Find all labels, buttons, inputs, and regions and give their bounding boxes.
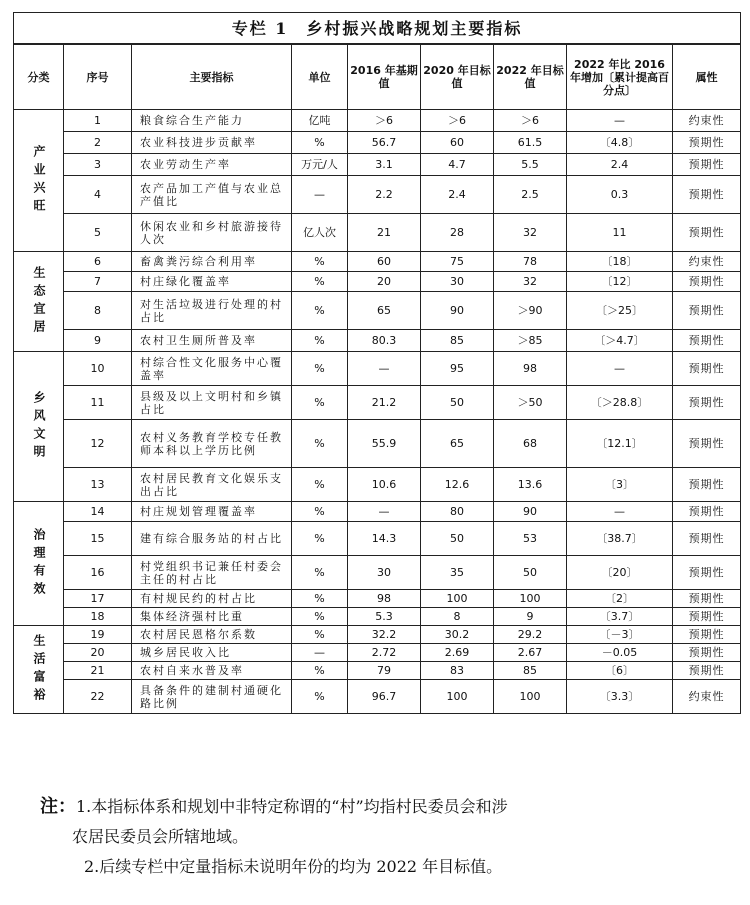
row-2020: 95 (421, 352, 494, 386)
row-no: 1 (64, 110, 132, 132)
category-cell: 生活富裕 (14, 626, 64, 714)
row-no: 14 (64, 502, 132, 522)
header-unit: 单位 (292, 44, 348, 110)
row-2016: 60 (348, 252, 421, 272)
row-no: 20 (64, 644, 132, 662)
row-unit: % (292, 292, 348, 330)
row-unit: % (292, 252, 348, 272)
row-change: 〔＞28.8〕 (567, 386, 673, 420)
row-2022: 2.5 (494, 176, 567, 214)
row-indicator: 农村卫生厕所普及率 (132, 330, 292, 352)
row-2020: 60 (421, 132, 494, 154)
row-2016: 79 (348, 662, 421, 680)
table-row (14, 352, 741, 386)
row-no: 7 (64, 272, 132, 292)
table-row (14, 292, 741, 330)
indicator-table (13, 12, 741, 714)
row-indicator: 农村自来水普及率 (132, 662, 292, 680)
table-row (14, 662, 741, 680)
row-2020: 83 (421, 662, 494, 680)
row-indicator: 粮食综合生产能力 (132, 110, 292, 132)
table-body (14, 110, 741, 714)
table-row (14, 272, 741, 292)
header-row (14, 44, 741, 110)
row-2016: 21 (348, 214, 421, 252)
row-change: — (567, 352, 673, 386)
table-row (14, 214, 741, 252)
row-change: 0.3 (567, 176, 673, 214)
row-change: 11 (567, 214, 673, 252)
row-2016: 98 (348, 590, 421, 608)
row-2020: ＞6 (421, 110, 494, 132)
row-2016: 32.2 (348, 626, 421, 644)
row-2016: 2.2 (348, 176, 421, 214)
row-2016: 10.6 (348, 468, 421, 502)
row-change: －0.05 (567, 644, 673, 662)
row-indicator: 城乡居民收入比 (132, 644, 292, 662)
row-2016: 14.3 (348, 522, 421, 556)
row-2020: 8 (421, 608, 494, 626)
row-change: 〔18〕 (567, 252, 673, 272)
row-change: 〔2〕 (567, 590, 673, 608)
row-no: 16 (64, 556, 132, 590)
row-2016: 5.3 (348, 608, 421, 626)
row-indicator: 具备条件的建制村通硬化路比例 (132, 680, 292, 714)
row-no: 10 (64, 352, 132, 386)
row-change: — (567, 110, 673, 132)
header-2020: 2020 年目标值 (421, 44, 494, 110)
row-2020: 35 (421, 556, 494, 590)
row-2022: ＞50 (494, 386, 567, 420)
row-no: 11 (64, 386, 132, 420)
notes (40, 792, 740, 882)
note-1-continued: 农居民委员会所辖地域。 (72, 827, 249, 846)
table-row (14, 644, 741, 662)
row-unit: % (292, 330, 348, 352)
row-indicator: 畜禽粪污综合利用率 (132, 252, 292, 272)
row-2016: 30 (348, 556, 421, 590)
row-change: 〔6〕 (567, 662, 673, 680)
row-2022: 13.6 (494, 468, 567, 502)
row-no: 19 (64, 626, 132, 644)
row-attr: 预期性 (673, 352, 741, 386)
row-change: 〔38.7〕 (567, 522, 673, 556)
notes-label: 注： (40, 796, 76, 817)
row-indicator: 农业科技进步贡献率 (132, 132, 292, 154)
row-indicator: 对生活垃圾进行处理的村占比 (132, 292, 292, 330)
row-no: 22 (64, 680, 132, 714)
row-2022: 2.67 (494, 644, 567, 662)
row-indicator: 县级及以上文明村和乡镇占比 (132, 386, 292, 420)
row-2022: 78 (494, 252, 567, 272)
row-2016: 80.3 (348, 330, 421, 352)
row-no: 17 (64, 590, 132, 608)
header-no: 序号 (64, 44, 132, 110)
row-2022: 50 (494, 556, 567, 590)
header-attr: 属性 (673, 44, 741, 110)
row-attr: 预期性 (673, 662, 741, 680)
row-attr: 预期性 (673, 608, 741, 626)
row-2016: — (348, 352, 421, 386)
row-2022: 90 (494, 502, 567, 522)
row-2022: 100 (494, 680, 567, 714)
row-2022: 32 (494, 214, 567, 252)
table-row (14, 110, 741, 132)
row-2016: 2.72 (348, 644, 421, 662)
row-change: 〔4.8〕 (567, 132, 673, 154)
table-row (14, 590, 741, 608)
row-2022: ＞6 (494, 110, 567, 132)
row-attr: 预期性 (673, 626, 741, 644)
row-2020: 12.6 (421, 468, 494, 502)
row-attr: 预期性 (673, 214, 741, 252)
row-2016: ＞6 (348, 110, 421, 132)
table-row (14, 680, 741, 714)
row-attr: 预期性 (673, 468, 741, 502)
row-no: 9 (64, 330, 132, 352)
row-2016: 55.9 (348, 420, 421, 468)
row-2022: 53 (494, 522, 567, 556)
row-2022: 68 (494, 420, 567, 468)
row-no: 2 (64, 132, 132, 154)
row-indicator: 建有综合服务站的村占比 (132, 522, 292, 556)
table-row (14, 132, 741, 154)
table-row (14, 626, 741, 644)
row-change: — (567, 502, 673, 522)
row-indicator: 农村居民恩格尔系数 (132, 626, 292, 644)
row-2020: 28 (421, 214, 494, 252)
row-unit: % (292, 132, 348, 154)
row-2022: 9 (494, 608, 567, 626)
row-attr: 约束性 (673, 110, 741, 132)
row-unit: % (292, 502, 348, 522)
row-change: 〔－3〕 (567, 626, 673, 644)
row-unit: % (292, 386, 348, 420)
row-change: 〔＞4.7〕 (567, 330, 673, 352)
row-change: 〔＞25〕 (567, 292, 673, 330)
header-change: 2022 年比 2016 年增加〔累计提高百分点〕 (567, 44, 673, 110)
row-attr: 预期性 (673, 292, 741, 330)
row-2020: 50 (421, 386, 494, 420)
row-attr: 预期性 (673, 502, 741, 522)
row-unit: % (292, 662, 348, 680)
row-2022: 98 (494, 352, 567, 386)
row-attr: 预期性 (673, 330, 741, 352)
row-indicator: 村庄绿化覆盖率 (132, 272, 292, 292)
row-no: 5 (64, 214, 132, 252)
row-2022: 29.2 (494, 626, 567, 644)
category-cell: 产业兴旺 (14, 110, 64, 252)
row-attr: 预期性 (673, 522, 741, 556)
row-indicator: 农业劳动生产率 (132, 154, 292, 176)
row-attr: 预期性 (673, 176, 741, 214)
row-attr: 预期性 (673, 644, 741, 662)
row-unit: % (292, 608, 348, 626)
row-unit: % (292, 590, 348, 608)
row-no: 6 (64, 252, 132, 272)
table-row (14, 252, 741, 272)
table-row (14, 154, 741, 176)
row-change: 〔12.1〕 (567, 420, 673, 468)
row-attr: 预期性 (673, 556, 741, 590)
header-2022: 2022 年目标值 (494, 44, 567, 110)
row-unit: % (292, 680, 348, 714)
row-attr: 预期性 (673, 590, 741, 608)
row-change: 〔3.7〕 (567, 608, 673, 626)
row-unit: % (292, 522, 348, 556)
category-cell: 治理有效 (14, 502, 64, 626)
row-2022: ＞85 (494, 330, 567, 352)
row-no: 13 (64, 468, 132, 502)
row-2020: 30 (421, 272, 494, 292)
table-row (14, 502, 741, 522)
row-no: 3 (64, 154, 132, 176)
row-2022: 85 (494, 662, 567, 680)
row-2020: 50 (421, 522, 494, 556)
category-cell: 生态宜居 (14, 252, 64, 352)
header-indicator: 主要指标 (132, 44, 292, 110)
row-2016: 96.7 (348, 680, 421, 714)
row-unit: % (292, 468, 348, 502)
row-2022: 61.5 (494, 132, 567, 154)
row-attr: 预期性 (673, 420, 741, 468)
row-unit: % (292, 352, 348, 386)
indicator-table-container (13, 12, 740, 714)
table-row (14, 386, 741, 420)
header-2016: 2016 年基期值 (348, 44, 421, 110)
row-unit: 亿吨 (292, 110, 348, 132)
row-2016: 21.2 (348, 386, 421, 420)
row-2020: 2.69 (421, 644, 494, 662)
table-row (14, 176, 741, 214)
row-no: 8 (64, 292, 132, 330)
row-change: 〔20〕 (567, 556, 673, 590)
table-row (14, 420, 741, 468)
row-unit: % (292, 420, 348, 468)
row-change: 〔3〕 (567, 468, 673, 502)
row-2016: 20 (348, 272, 421, 292)
row-2022: ＞90 (494, 292, 567, 330)
table-row (14, 468, 741, 502)
row-2016: 65 (348, 292, 421, 330)
row-unit: 亿人次 (292, 214, 348, 252)
row-2020: 85 (421, 330, 494, 352)
row-change: 〔12〕 (567, 272, 673, 292)
row-attr: 预期性 (673, 386, 741, 420)
row-indicator: 村综合性文化服务中心覆盖率 (132, 352, 292, 386)
row-2016: 3.1 (348, 154, 421, 176)
table-title: 专栏 1 乡村振兴战略规划主要指标 (14, 13, 741, 45)
table-row (14, 330, 741, 352)
note-2: 2.后续专栏中定量指标未说明年份的均为 2022 年目标值。 (84, 857, 503, 876)
row-no: 18 (64, 608, 132, 626)
row-2020: 2.4 (421, 176, 494, 214)
row-2020: 30.2 (421, 626, 494, 644)
row-2020: 100 (421, 680, 494, 714)
row-no: 15 (64, 522, 132, 556)
row-attr: 约束性 (673, 680, 741, 714)
note-1: 1.本指标体系和规划中非特定称谓的“村”均指村民委员会和涉 (76, 797, 508, 816)
row-indicator: 村党组织书记兼任村委会主任的村占比 (132, 556, 292, 590)
row-unit: % (292, 556, 348, 590)
table-row (14, 522, 741, 556)
row-indicator: 农村义务教育学校专任教师本科以上学历比例 (132, 420, 292, 468)
table-row (14, 608, 741, 626)
row-unit: — (292, 176, 348, 214)
row-2020: 90 (421, 292, 494, 330)
table-row (14, 556, 741, 590)
row-unit: % (292, 626, 348, 644)
category-cell: 乡风文明 (14, 352, 64, 502)
row-unit: % (292, 272, 348, 292)
row-2020: 80 (421, 502, 494, 522)
row-indicator: 农村居民教育文化娱乐支出占比 (132, 468, 292, 502)
row-attr: 预期性 (673, 272, 741, 292)
row-attr: 预期性 (673, 132, 741, 154)
row-change: 〔3.3〕 (567, 680, 673, 714)
row-2022: 100 (494, 590, 567, 608)
row-indicator: 有村规民约的村占比 (132, 590, 292, 608)
row-2022: 32 (494, 272, 567, 292)
row-2016: 56.7 (348, 132, 421, 154)
row-attr: 预期性 (673, 154, 741, 176)
row-2022: 5.5 (494, 154, 567, 176)
row-indicator: 集体经济强村比重 (132, 608, 292, 626)
row-unit: 万元/人 (292, 154, 348, 176)
row-2020: 65 (421, 420, 494, 468)
row-indicator: 休闲农业和乡村旅游接待人次 (132, 214, 292, 252)
row-indicator: 村庄规划管理覆盖率 (132, 502, 292, 522)
row-no: 12 (64, 420, 132, 468)
row-attr: 约束性 (673, 252, 741, 272)
row-unit: — (292, 644, 348, 662)
row-indicator: 农产品加工产值与农业总产值比 (132, 176, 292, 214)
row-2020: 4.7 (421, 154, 494, 176)
row-2016: — (348, 502, 421, 522)
row-no: 4 (64, 176, 132, 214)
row-2020: 100 (421, 590, 494, 608)
header-category: 分类 (14, 44, 64, 110)
row-no: 21 (64, 662, 132, 680)
row-2020: 75 (421, 252, 494, 272)
row-change: 2.4 (567, 154, 673, 176)
